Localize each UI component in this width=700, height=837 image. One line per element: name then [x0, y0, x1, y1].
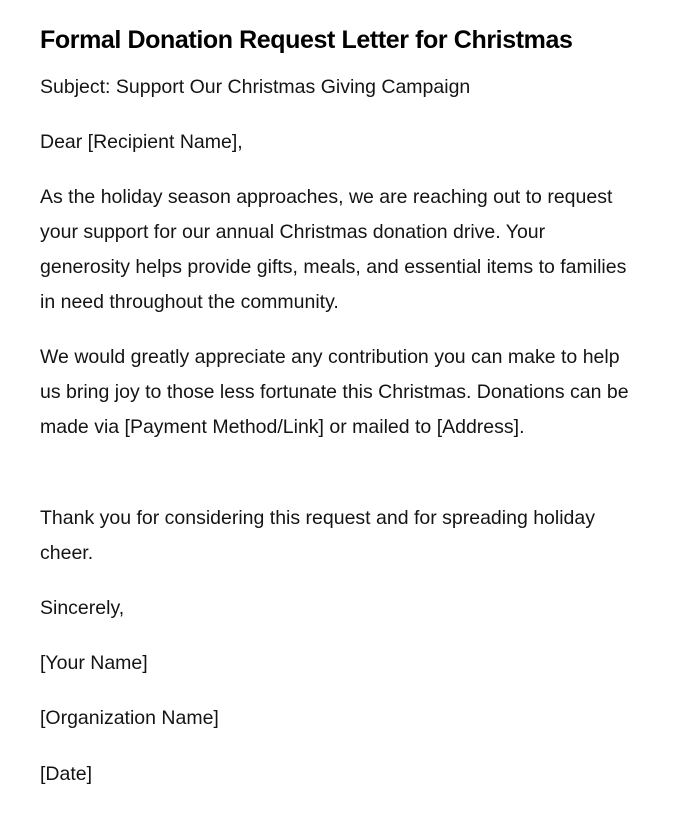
closing: Sincerely, [40, 597, 125, 619]
subject-line: Subject: Support Our Christmas Giving Campaign [40, 76, 471, 98]
signature-organization: [Organization Name] [40, 707, 219, 729]
signature-date: [Date] [40, 763, 93, 785]
greeting: Dear [Recipient Name], [40, 131, 243, 153]
signature-name: [Your Name] [40, 652, 148, 674]
body-paragraph-request: We would greatly appreciate any contribution you can make to help us bring joy to those less fortunate this Christmas. Donations can be made via [Payment Method/Link] or mailed to [Address]. [40, 346, 629, 438]
document-title: Formal Donation Request Letter for Christmas [40, 26, 573, 54]
body-paragraph-thanks: Thank you for considering this request and for spreading holiday cheer. [40, 507, 595, 564]
body-paragraph-intro: As the holiday season approaches, we are reaching out to request your support for our annual Christmas donation drive. Your generosity helps provide gifts, meals, and essential items to families in need throughout the community. [40, 186, 627, 313]
